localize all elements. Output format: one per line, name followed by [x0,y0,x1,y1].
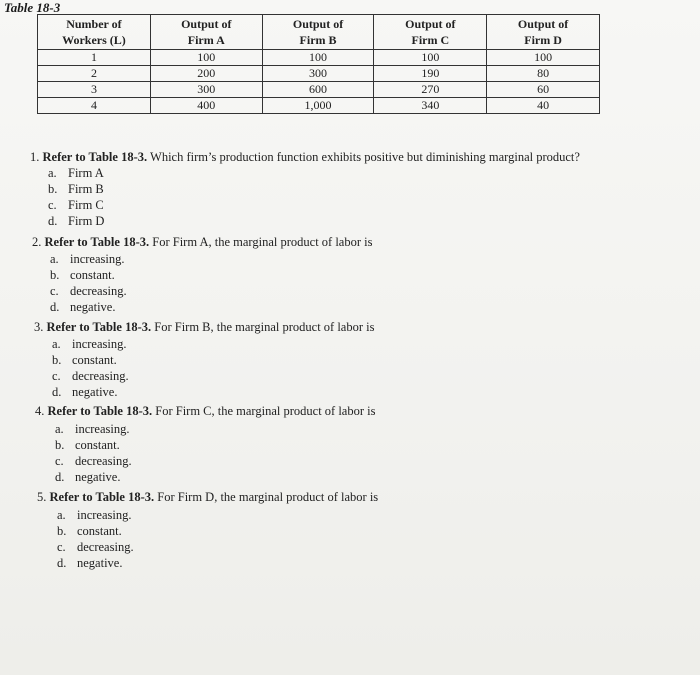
table-cell: 270 [374,82,487,98]
table-caption: Table 18-3 [4,0,61,15]
question-5-option-c[interactable]: c. decreasing. [57,540,134,554]
question-3-option-b[interactable]: b. constant. [52,353,117,367]
header-firm-b: Output of Firm B [262,15,374,50]
question-3-stem: 3. Refer to Table 18-3. For Firm B, the marginal product of labor is [34,320,375,334]
question-4-option-b[interactable]: b. constant. [55,438,120,452]
question-4-stem: 4. Refer to Table 18-3. For Firm C, the marginal product of labor is [35,404,376,418]
table-cell: 400 [150,98,262,114]
table-cell: 4 [38,98,151,114]
question-2-option-d[interactable]: d. negative. [50,300,116,314]
question-3-option-a[interactable]: a. increasing. [52,337,127,351]
question-1-stem: 1. Refer to Table 18-3. Which firm’s production function exhibits positive but diminishing marginal product? [30,150,580,164]
question-4-option-a[interactable]: a. increasing. [55,422,130,436]
question-2-option-b[interactable]: b. constant. [50,268,115,282]
table-cell: 300 [262,66,374,82]
table-cell: 80 [487,66,600,82]
table-cell: 1 [38,50,151,66]
question-2-option-c[interactable]: c. decreasing. [50,284,127,298]
question-5-stem: 5. Refer to Table 18-3. For Firm D, the marginal product of labor is [37,490,379,504]
question-5-option-b[interactable]: b. constant. [57,524,122,538]
table-cell: 600 [262,82,374,98]
question-2-stem: 2. Refer to Table 18-3. For Firm A, the marginal product of labor is [32,235,373,249]
table-cell: 200 [150,66,262,82]
question-1-option-a[interactable]: a. Firm A [48,166,104,180]
table-cell: 3 [38,82,151,98]
table-cell: 100 [487,50,600,66]
header-firm-a: Output of Firm A [150,15,262,50]
question-1-option-c[interactable]: c. Firm C [48,198,104,212]
header-firm-c: Output of Firm C [374,15,487,50]
table-cell: 340 [374,98,487,114]
question-4-option-c[interactable]: c. decreasing. [55,454,132,468]
header-firm-d: Output of Firm D [487,15,600,50]
table-cell: 2 [38,66,151,82]
question-1-option-b[interactable]: b. Firm B [48,182,104,196]
question-5-option-a[interactable]: a. increasing. [57,508,132,522]
table-cell: 1,000 [262,98,374,114]
table-cell: 100 [374,50,487,66]
question-3-option-c[interactable]: c. decreasing. [52,369,129,383]
table-cell: 40 [487,98,600,114]
table-cell: 100 [262,50,374,66]
question-2-option-a[interactable]: a. increasing. [50,252,125,266]
question-5-option-d[interactable]: d. negative. [57,556,123,570]
header-workers: Number of Workers (L) [38,15,151,50]
table-cell: 60 [487,82,600,98]
table-cell: 190 [374,66,487,82]
table-cell: 100 [150,50,262,66]
table-cell: 300 [150,82,262,98]
question-3-option-d[interactable]: d. negative. [52,385,118,399]
question-1-option-d[interactable]: d. Firm D [48,214,105,228]
question-4-option-d[interactable]: d. negative. [55,470,121,484]
